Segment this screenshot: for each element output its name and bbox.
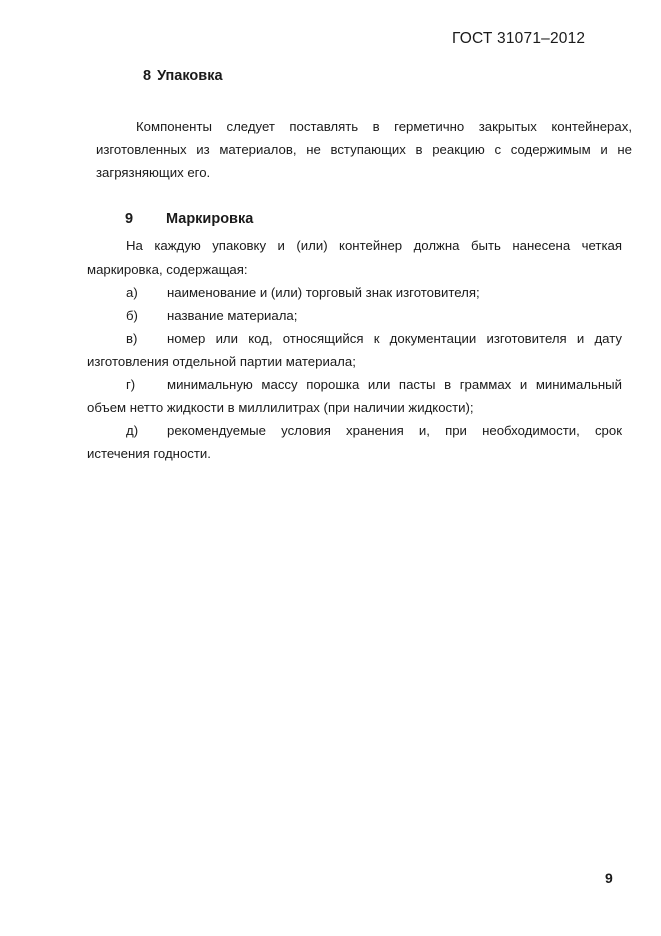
list-item-b-line-1: название материала; [167,308,298,323]
section-8-line-1: Компоненты следует поставлять в герметично закрытых контейнерах, [136,119,632,134]
section-8-heading [143,68,223,84]
page-number: 9 [605,870,613,886]
list-item-letter-g: г) [126,377,136,392]
section-8-number: 8 [143,68,152,84]
list-item-g-line-1: минимальную массу порошка или пасты в граммах и минимальный [167,377,622,392]
list-item-g-line-2: объем нетто жидкости в миллилитрах (при наличии жидкости); [87,400,474,415]
section-9-intro-line-2: маркировка, содержащая: [87,262,248,277]
section-8-title: Упаковка [157,68,223,84]
list-item-letter-a: а) [126,285,138,300]
section-8-line-2: изготовленных из материалов, не вступающих в реакцию с содержимым и не [96,142,632,157]
list-item-d-line-1: рекомендуемые условия хранения и, при необходимости, срок [167,423,622,438]
list-item-d-line-2: истечения годности. [87,446,211,461]
section-8-line-3: загрязняющих его. [96,165,211,180]
section-9-title: Маркировка [166,211,254,227]
list-item-v-line-1: номер или код, относящийся к документации изготовителя и дату [167,331,622,346]
list-item-a-line-1: наименование и (или) торговый знак изготовителя; [167,285,480,300]
list-item-letter-b: б) [126,308,138,323]
section-9-heading [125,211,253,227]
list-item-letter-d: д) [126,423,139,438]
document-code: ГОСТ 31071–2012 [452,30,586,47]
section-9-number: 9 [125,211,134,227]
list-item-letter-v: в) [126,331,138,346]
section-9-intro-line-1: На каждую упаковку и (или) контейнер должна быть нанесена четкая [126,238,622,253]
list-item-v-line-2: изготовления отдельной партии материала; [87,354,356,369]
